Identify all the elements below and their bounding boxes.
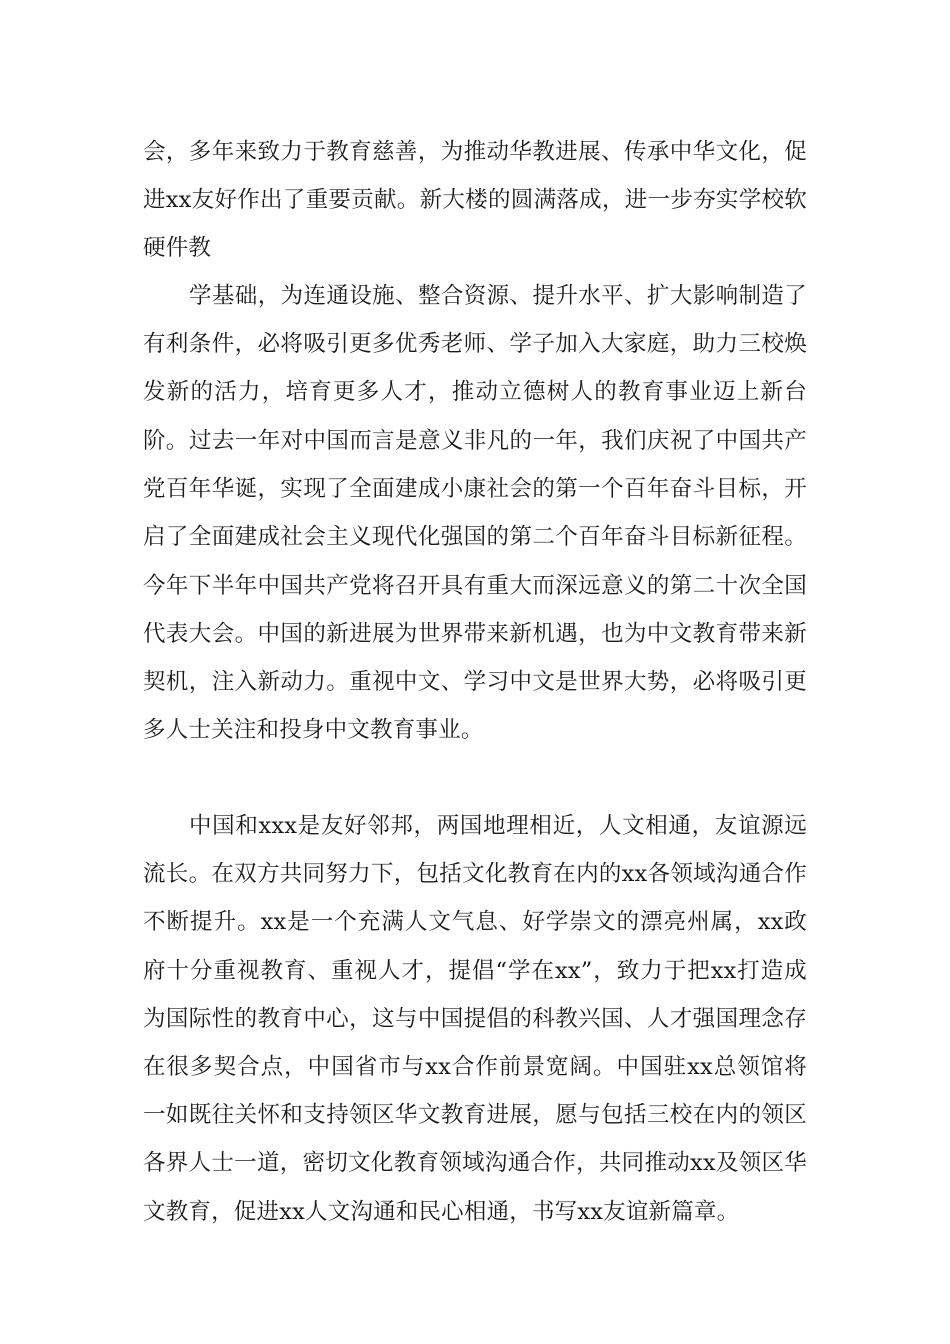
paragraph-text: 学基础，为连通设施、整合资源、提升水平、扩大影响制造了有利条件，必将吸引更多优秀老师、学子加入大家庭，助力三校焕发新的活力，培育更多人才，推动立德树人的教育事业迈上新台阶。 xyxy=(143,283,807,454)
paragraph-friendly-neighbors xyxy=(143,802,807,1236)
paragraph-text: 会，多年来致力于教育慈善，为推动华教进展、传承中华文化，促进xx友好作出了重要贡献。新大楼的圆满落成，进一步夯实学校软硬件教 xyxy=(143,139,807,262)
paragraph-text: 过去一年对中国而言是意义非凡的一年，我们庆祝了中国共产党百年华诞，实现了全面建成小康社会的第一个百年奋斗目标，开启了全面建成社会主义现代化强国的第二个百年奋斗目标新征程。今年下半年中国共产党将召开具有重大而深远意义的第二十次全国代表大会。中国的新进展为世界带来新机遇，也为中文教育带来新契机，注入新动力。重视中文、学习中文是世界大势，必将吸引更多人士关注和投身中文教育事业。 xyxy=(143,428,807,744)
paragraph-continued xyxy=(143,128,807,273)
paragraph-text: 中国和xxx是友好邻邦，两国地理相近，人文相通，友谊源远流长。在双方共同努力下，包括文化教育在内的xx各领域沟通合作不断提升。xx是一个充满人文气息、好学崇文的漂亮州属，xx政府十分重视教育、重视人才，提倡“学在xx”，致力于把xx打造成为国际性的教育中心，这与中国提倡的科教兴国、人才强国理念存在很多契合点，中国省市与xx合作前景宽阔。中国驻xx总领馆将一如既往关怀和支持领区华文教育进展，愿与包括三校在内的领区各界人士一道，密切文化教育领域沟通合作，共同推动xx及领区华文教育，促进xx人文沟通和民心相通，书写xx友谊新篇章。 xyxy=(143,813,807,1225)
paragraph-past-year xyxy=(143,417,807,754)
